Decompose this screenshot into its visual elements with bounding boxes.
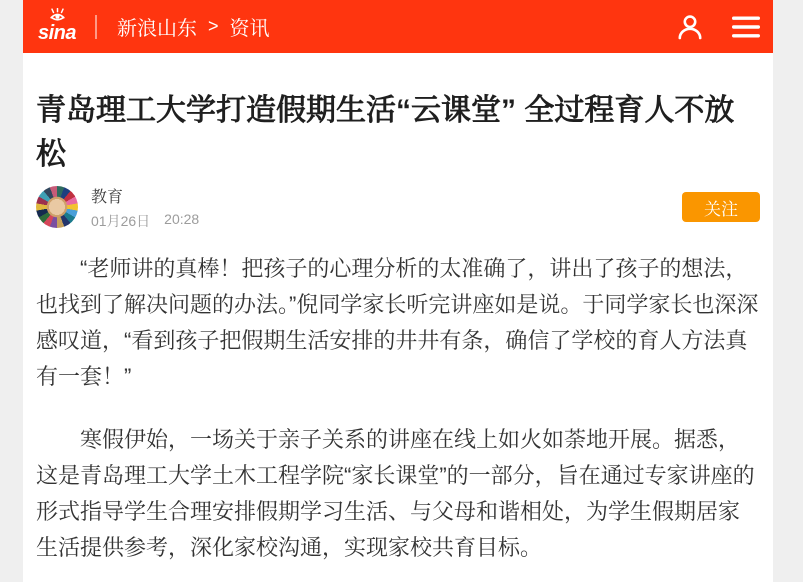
breadcrumb-separator-icon: > <box>208 16 219 36</box>
sina-eye-icon <box>49 8 66 22</box>
sina-logo[interactable] <box>38 8 84 46</box>
publish-date: 01月26日 <box>91 212 151 229</box>
follow-button[interactable]: 关注 <box>682 192 760 222</box>
user-icon[interactable] <box>675 12 705 42</box>
top-navbar <box>23 0 773 53</box>
header-divider <box>95 15 97 39</box>
article-paragraph-1: “老师讲的真棒！把孩子的心理分析的太准确了，讲出了孩子的想法，也找到了解决问题的办法。”倪同学家长听完讲座如是说。于同学家长也深深感叹道，“看到孩子把假期生活安排的井井有条，确信了学校的育人方法真有一套！” <box>36 256 759 389</box>
author-avatar[interactable] <box>36 186 78 228</box>
publish-time: 20:28 <box>164 210 200 227</box>
breadcrumb-section[interactable]: 资讯 <box>229 18 270 40</box>
breadcrumb-site[interactable]: 新浪山东 <box>117 18 197 40</box>
article-paragraph-2: 寒假伊始，一场关于亲子关系的讲座在线上如火如荼地开展。据悉，这是青岛理工大学土木工程学院“家长课堂”的一部分，旨在通过专家讲座的形式指导学生合理安排假期学习生活、与父母和谐相处，为学生假期居家生活提供参考，深化家校沟通，实现家校共育目标。 <box>36 427 755 560</box>
breadcrumb <box>117 12 270 41</box>
sina-logo-text: sina <box>38 21 77 44</box>
menu-icon[interactable] <box>732 15 760 39</box>
article-page <box>23 0 773 582</box>
article-title: 青岛理工大学打造假期生活“云课堂” 全过程育人不放松 <box>36 94 735 171</box>
article-body <box>23 89 773 566</box>
author-name[interactable]: 教育 <box>91 188 124 206</box>
author-row <box>36 185 760 229</box>
author-meta <box>91 184 199 231</box>
publish-timestamp <box>91 211 199 231</box>
